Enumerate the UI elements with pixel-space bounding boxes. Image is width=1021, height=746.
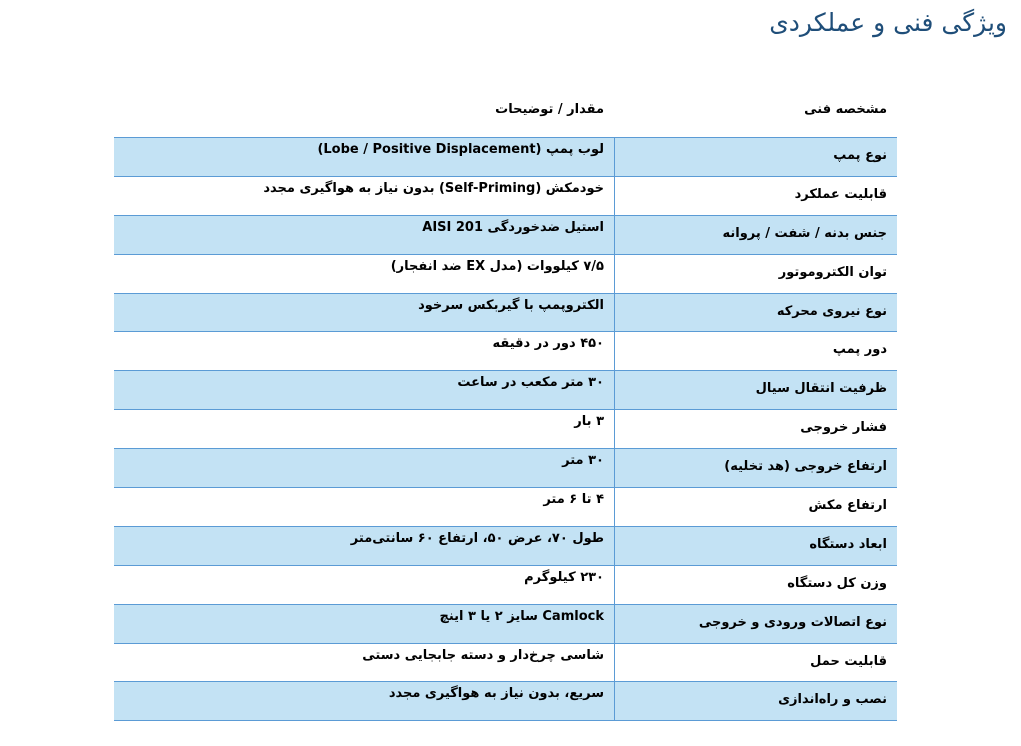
page-title: ویژگی فنی و عملکردی — [769, 8, 1007, 37]
spec-cell: نصب و راه‌اندازی — [614, 682, 897, 720]
value-cell: الکتروپمپ با گیربکس سرخود — [418, 297, 604, 313]
table-row — [114, 527, 897, 566]
header-spec: مشخصه فنی — [804, 102, 887, 117]
table-row — [114, 371, 897, 410]
value-cell: ۳ بار — [574, 414, 604, 430]
value-cell: استیل ضدخوردگی AISI 201 — [422, 219, 604, 235]
value-cell: ۳۰ متر مکعب در ساعت — [457, 375, 604, 391]
table-row — [114, 488, 897, 527]
table-row — [114, 566, 897, 605]
spec-cell: قابلیت عملکرد — [614, 177, 897, 215]
value-cell: Camlock سایز ۲ یا ۳ اینچ — [439, 608, 604, 624]
table-row — [114, 177, 897, 216]
spec-cell: توان الکتروموتور — [614, 255, 897, 293]
table-row — [114, 332, 897, 371]
spec-cell: فشار خروجی — [614, 410, 897, 448]
table-row — [114, 644, 897, 683]
spec-cell: ابعاد دستگاه — [614, 527, 897, 565]
spec-cell: نوع نیروی محرکه — [614, 294, 897, 332]
spec-cell: ارتفاع مکش — [614, 488, 897, 526]
table-row — [114, 605, 897, 644]
value-cell: لوب پمپ (Lobe / Positive Displacement) — [317, 142, 604, 157]
spec-cell: ارتفاع خروجی (هد تخلیه) — [614, 449, 897, 487]
value-cell: ۴۵۰ دور در دقیقه — [492, 336, 604, 352]
table-row — [114, 294, 897, 333]
table-row — [114, 449, 897, 488]
spec-cell: نوع اتصالات ورودی و خروجی — [614, 605, 897, 643]
table-header — [114, 100, 897, 138]
spec-table — [114, 100, 897, 721]
table-row — [114, 682, 897, 721]
header-value: مقدار / توضیحات — [495, 102, 604, 117]
table-row — [114, 410, 897, 449]
value-cell: ۷/۵ کیلووات (مدل EX ضد انفجار) — [390, 258, 604, 274]
spec-cell: نوع پمپ — [614, 138, 897, 176]
value-cell: ۳۰ متر — [562, 453, 604, 469]
spec-cell: قابلیت حمل — [614, 644, 897, 682]
spec-cell: جنس بدنه / شفت / پروانه — [614, 216, 897, 254]
spec-cell: ظرفیت انتقال سیال — [614, 371, 897, 409]
value-cell: خودمکش (Self-Priming) بدون نیاز به هواگیری مجدد — [263, 180, 604, 196]
value-cell: ۲۳۰ کیلوگرم — [524, 569, 604, 585]
table-row — [114, 138, 897, 177]
spec-cell: دور پمپ — [614, 332, 897, 370]
value-cell: شاسی چرخ‌دار و دسته جابجایی دستی — [362, 647, 604, 663]
value-cell: طول ۷۰، عرض ۵۰، ارتفاع ۶۰ سانتی‌متر — [350, 530, 604, 546]
spec-cell: وزن کل دستگاه — [614, 566, 897, 604]
table-row — [114, 216, 897, 255]
value-cell: ۴ تا ۶ متر — [543, 492, 604, 508]
value-cell: سریع، بدون نیاز به هواگیری مجدد — [388, 686, 604, 702]
table-row — [114, 255, 897, 294]
